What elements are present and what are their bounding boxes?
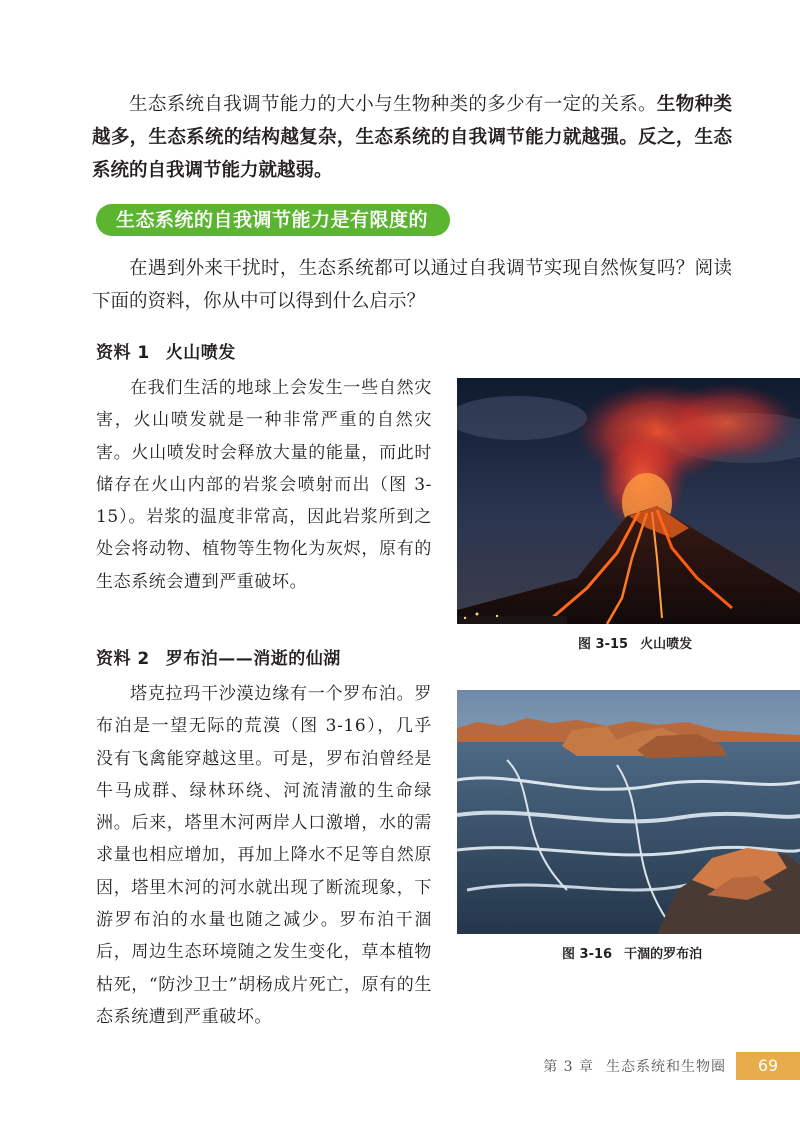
material-2-number: 资料 2 — [96, 649, 150, 669]
chapter-number: 第 3 章 — [543, 1059, 594, 1075]
figure-3-15-text: 火山喷发 — [640, 637, 693, 652]
intro-normal-text: 生态系统自我调节能力的大小与生物种类的多少有一定的关系。 — [129, 94, 657, 115]
material-2-text: 塔克拉玛干沙漠边缘有一个罗布泊。罗布泊是一望无际的荒漠（图 3-16），几乎没有飞禽能穿越这里。可是，罗布泊曾经是牛马成群、绿林环绕、河流清澈的生命绿洲。后来，塔里木河两岸人口激增，水的需求量也相应增加，再加上降水不足等自然原因，塔里木河的河水就出现了断流现象，下游罗布泊的水量也随之减少。罗布泊干涸后，周边生态环境随之发生变化，草本植物枯死，“防沙卫士”胡杨成片死亡，原有的生态系统遭到严重破坏。 — [96, 684, 432, 1027]
volcano-photo — [457, 378, 800, 624]
intro-bold-text: 生物种类越多，生态系统的结构越复杂，生态系统的自我调节能力就越强。反之，生态系统的自我调节能力就越弱。 — [92, 94, 732, 181]
section-title: 生态系统的自我调节能力是有限度的 — [96, 204, 450, 236]
question-paragraph: 在遇到外来干扰时，生态系统都可以通过自我调节实现自然恢复吗？阅读下面的资料，你从中可以得到什么启示？ — [92, 258, 732, 312]
lop-nur-photo — [457, 690, 800, 934]
material-1-title: 火山喷发 — [165, 343, 236, 363]
intro-paragraph — [92, 88, 732, 187]
figure-3-15-caption — [578, 636, 692, 654]
figure-3-15-number: 图 3-15 — [578, 637, 629, 652]
page-footer — [543, 1052, 800, 1080]
page-number: 69 — [736, 1052, 800, 1080]
material-1-number: 资料 1 — [96, 343, 150, 363]
material-1-text: 在我们生活的地球上会发生一些自然灾害，火山喷发就是一种非常严重的自然灾害。火山喷发时会释放大量的能量，而此时储存在火山内部的岩浆会喷射而出（图 3-15）。岩浆的温度非常高，因此岩浆所到之处会将动物、植物等生物化为灰烬，原有的生态系统会遭到严重破坏。 — [96, 378, 432, 592]
figure-3-16-text: 干涸的罗布泊 — [624, 947, 703, 962]
material-1-heading — [96, 341, 236, 365]
chapter-title: 生态系统和生物圈 — [606, 1059, 726, 1075]
chapter-label — [543, 1056, 726, 1076]
figure-3-16-number: 图 3-16 — [562, 947, 613, 962]
figure-3-16-caption — [562, 946, 702, 964]
material-2-heading — [96, 647, 341, 671]
material-2-title: 罗布泊——消逝的仙湖 — [165, 649, 341, 669]
